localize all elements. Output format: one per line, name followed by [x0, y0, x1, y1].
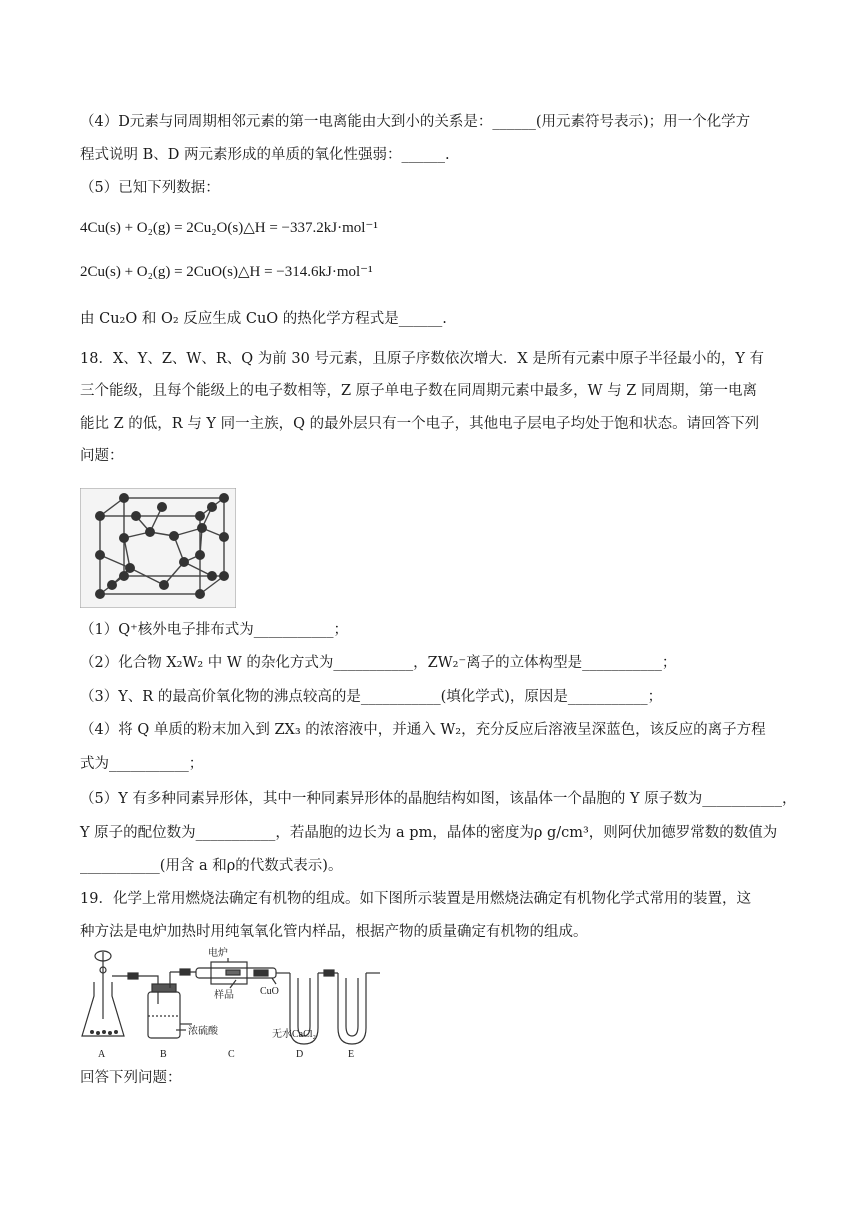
sulfuric-acid-label: 浓硫酸 — [188, 1026, 218, 1037]
combustion-apparatus-figure — [76, 944, 386, 1062]
q18-sub5-line1: （5）Y 有多种同素异形体，其中一种同素异形体的晶胞结构如图，该晶体一个晶胞的 Y 原子数为___________， — [80, 791, 797, 807]
q18-sub5-line3: ___________(用含 a 和ρ的代数式表示)。 — [80, 858, 343, 874]
q19-answer-prompt: 回答下列问题： — [80, 1070, 182, 1086]
thermo-equation-1: 4Cu(s) + O₂(g) = 2Cu₂O(s)△H = −337.2kJ·mol⁻¹ — [80, 220, 378, 236]
q18-stem-line2: 三个能级，且每个能级上的电子数相等，Z 原子单电子数在同周期元素中最多，W 与 Z 同周期，第一电离 — [80, 383, 757, 399]
apparatus-label-A: A — [98, 1049, 106, 1060]
q17-part4-line2: 程式说明 B、D 两元素形成的单质的氧化性强弱：______. — [80, 147, 450, 163]
apparatus-label-D: D — [296, 1049, 304, 1060]
q18-sub3: （3）Y、R 的最高价氧化物的沸点较高的是___________(填化学式)，原因是___________； — [80, 689, 663, 705]
q19-stem-line1: 19．化学上常用燃烧法确定有机物的组成。如下图所示装置是用燃烧法确定有机物化学式常用的装置，这 — [80, 891, 751, 907]
q18-sub1: （1）Q⁺核外电子排布式为___________； — [80, 622, 349, 638]
q18-stem-line1: 18．X、Y、Z、W、R、Q 为前 30 号元素，且原子序数依次增大．X 是所有元素中原子半径最小的，Y 有 — [80, 351, 765, 367]
furnace-label: 电炉 — [208, 948, 228, 959]
q19-stem-line2: 种方法是电炉加热时用纯氧氧化管内样品，根据产物的质量确定有机物的组成。 — [80, 924, 588, 940]
thermo-equation-2: 2Cu(s) + O₂(g) = 2CuO(s)△H = −314.6kJ·mol⁻¹ — [80, 264, 373, 280]
apparatus-label-B: B — [160, 1049, 167, 1060]
sample-label: 样品 — [214, 990, 234, 1001]
apparatus-label-E: E — [348, 1049, 355, 1060]
apparatus-label-C: C — [228, 1049, 235, 1060]
q18-sub2: （2）化合物 X₂W₂ 中 W 的杂化方式为___________，ZW₂⁻离子的立体构型是___________； — [80, 655, 677, 671]
q17-part5-question: 由 Cu₂O 和 O₂ 反应生成 CuO 的热化学方程式是______. — [80, 311, 447, 327]
q18-sub5-line2: Y 原子的配位数为___________，若晶胞的边长为 a pm，晶体的密度为ρ g/cm³，则阿伏加德罗常数的数值为 — [80, 825, 778, 841]
crystal-unit-cell-figure — [80, 488, 236, 608]
q18-sub4-line1: （4）将 Q 单质的粉末加入到 ZX₃ 的浓溶液中，并通入 W₂，充分反应后溶液呈深蓝色，该反应的离子方程 — [80, 722, 766, 738]
cacl2-label: 无水CaCl₂ — [272, 1029, 317, 1040]
q17-part5-intro: （5）已知下列数据： — [80, 180, 220, 196]
q17-part4-line1: （4）D元素与同周期相邻元素的第一电离能由大到小的关系是：______(用元素符号表示)；用一个化学方 — [80, 114, 751, 130]
q18-stem-line3: 能比 Z 的低，R 与 Y 同一主族，Q 的最外层只有一个电子，其他电子层电子均处于饱和状态。请回答下列 — [80, 416, 760, 432]
q18-stem-line4: 问题： — [80, 448, 124, 464]
q18-sub4-line2: 式为___________； — [80, 756, 204, 772]
cuo-label: CuO — [260, 986, 279, 997]
